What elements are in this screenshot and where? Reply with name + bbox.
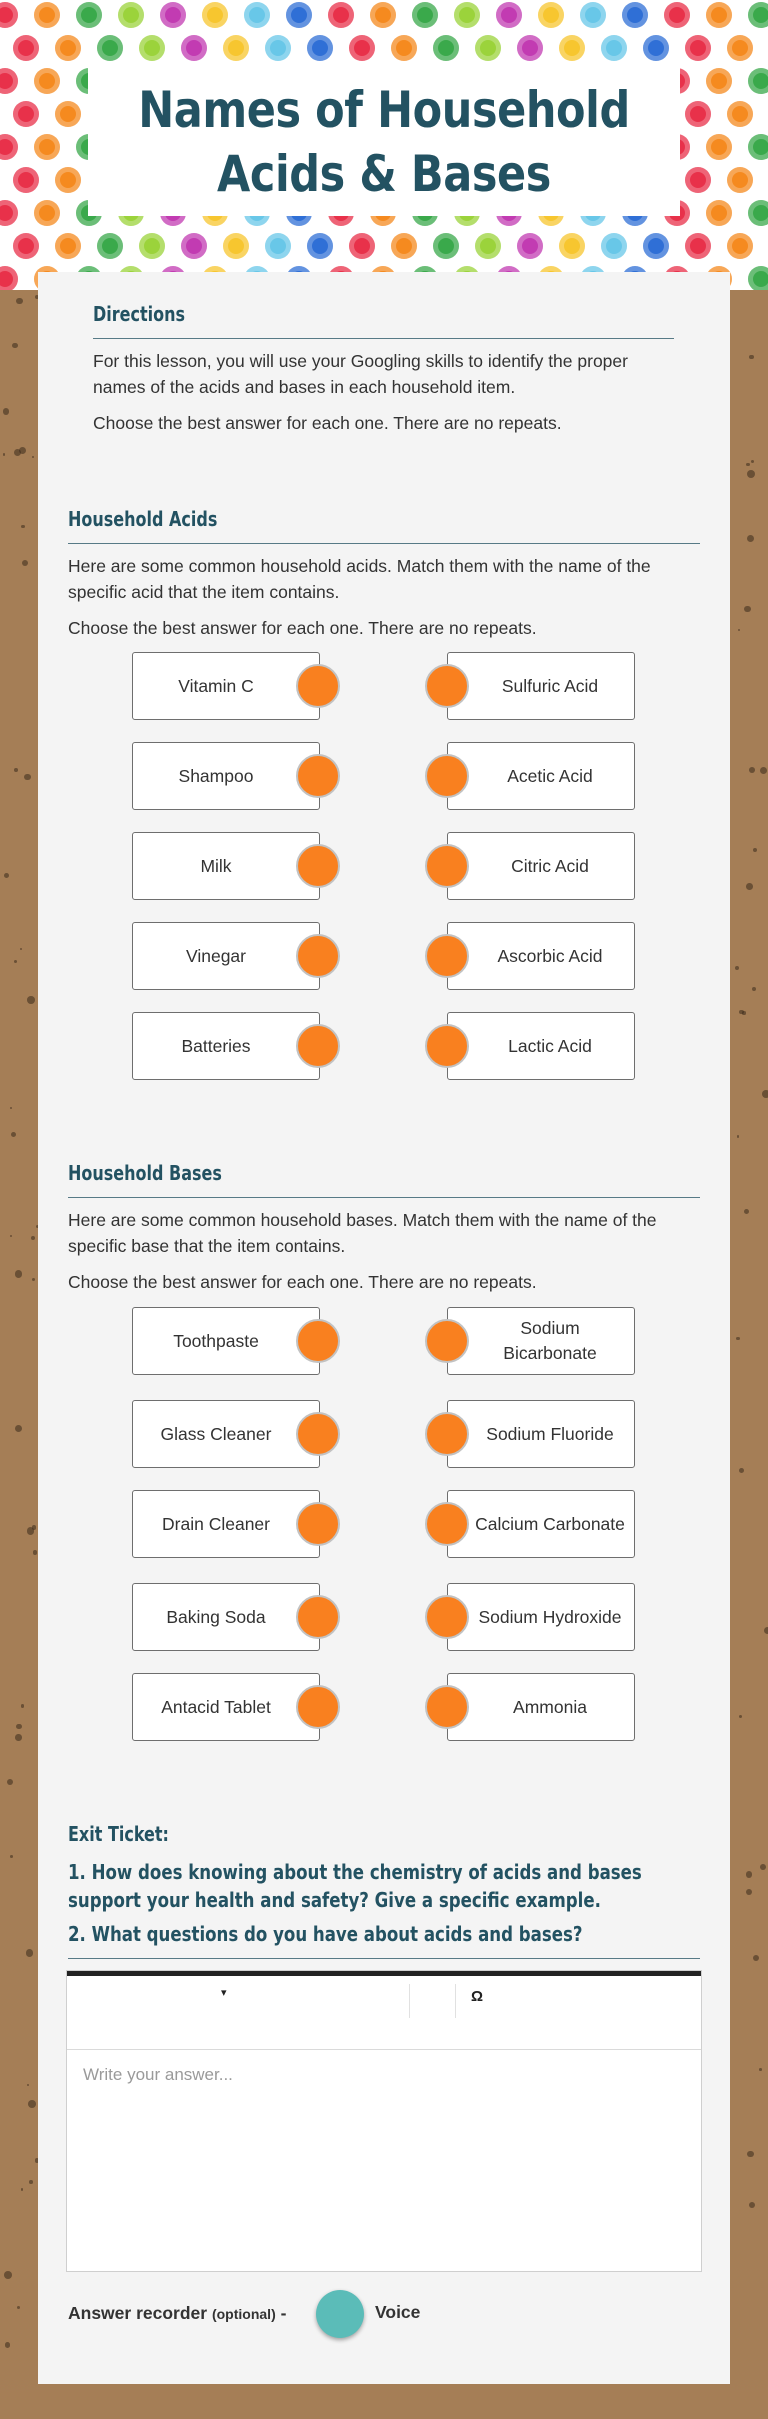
speckle [742, 1011, 745, 1014]
decorative-dot [643, 35, 669, 61]
decorative-dot [475, 35, 501, 61]
speckle [751, 460, 754, 463]
decorative-dot [13, 101, 39, 127]
speckle [22, 560, 28, 566]
decorative-dot [727, 167, 753, 193]
decorative-dot [265, 35, 291, 61]
speckle [10, 1855, 13, 1858]
decorative-dot [328, 2, 354, 28]
speckle [15, 1425, 22, 1432]
decorative-dot [55, 35, 81, 61]
decorative-dot [727, 233, 753, 259]
decorative-dot [664, 2, 690, 28]
decorative-dot [97, 233, 123, 259]
connector-knob[interactable] [296, 1319, 340, 1363]
exit-ticket-heading: Exit Ticket: [68, 1822, 169, 1846]
speckle [27, 996, 35, 1004]
speckle [5, 2342, 10, 2347]
decorative-dot [55, 101, 81, 127]
acids-item-card[interactable]: Shampoo [132, 742, 320, 810]
bases-heading: Household Bases [68, 1161, 222, 1185]
speckle [20, 948, 22, 950]
acids-heading: Household Acids [68, 507, 218, 531]
answer-recorder-label [68, 2303, 286, 2324]
decorative-dot [454, 2, 480, 28]
decorative-dot [391, 233, 417, 259]
speckle [4, 873, 9, 878]
speckle [747, 535, 754, 542]
speckle [27, 1527, 35, 1535]
recorder-label-text: Answer recorder [68, 2303, 208, 2323]
speckle [744, 606, 751, 613]
decorative-dot [307, 35, 333, 61]
speckle [738, 629, 740, 631]
decorative-dot [13, 167, 39, 193]
speckle [764, 1627, 768, 1634]
speckle [739, 1715, 742, 1718]
directions-rule [93, 338, 674, 339]
acids-item-card[interactable]: Batteries [132, 1012, 320, 1080]
connector-knob[interactable] [425, 1502, 469, 1546]
speckle [747, 470, 755, 478]
connector-knob[interactable] [296, 1685, 340, 1729]
acids-answer-card[interactable]: Ascorbic Acid [447, 922, 635, 990]
decorative-dot [34, 2, 60, 28]
decorative-dot [706, 200, 732, 226]
speckle [739, 1468, 744, 1473]
exit-rule [68, 1958, 700, 1959]
speckle [760, 767, 767, 774]
decorative-dot [370, 2, 396, 28]
page-title: Names of Household Acids & Bases [138, 81, 630, 203]
special-character-icon[interactable]: Ω [471, 1988, 484, 2005]
decorative-dot [0, 134, 18, 160]
speckle [31, 1236, 36, 1241]
exit-question-2: 2. What questions do you have about acids and bases? [68, 1922, 583, 1946]
speckle [29, 2180, 33, 2184]
decorative-dot [643, 233, 669, 259]
toolbar-separator [409, 1984, 410, 2018]
speckle [27, 2084, 29, 2086]
speckle [3, 453, 5, 455]
connector-knob[interactable] [296, 844, 340, 888]
speckle [760, 1864, 766, 1870]
decorative-dot [433, 233, 459, 259]
decorative-dot [685, 167, 711, 193]
decorative-dot [706, 134, 732, 160]
decorative-dot [685, 233, 711, 259]
decorative-dot [475, 233, 501, 259]
speckle [746, 1889, 752, 1895]
bases-text-1: Here are some common household bases. Match them with the name of the specific base that the item contains. [68, 1210, 657, 1256]
acids-answer-card[interactable]: Sulfuric Acid [447, 652, 635, 720]
directions-text-2: Choose the best answer for each one. There are no repeats. [93, 413, 562, 433]
decorative-dot [244, 2, 270, 28]
header-banner [0, 0, 768, 290]
decorative-dot [412, 2, 438, 28]
connector-knob[interactable] [425, 1319, 469, 1363]
decorative-dot [0, 200, 18, 226]
bases-answer-card[interactable]: Ammonia [447, 1673, 635, 1741]
decorative-dot [55, 167, 81, 193]
bases-item-card[interactable]: Glass Cleaner [132, 1400, 320, 1468]
speckle [3, 408, 9, 414]
directions-heading: Directions [93, 302, 186, 326]
decorative-dot [391, 35, 417, 61]
directions-text-1: For this lesson, you will use your Googling skills to identify the proper names of the acids and bases in each household item. [93, 351, 628, 397]
decorative-dot [685, 101, 711, 127]
bases-item-card[interactable]: Antacid Tablet [132, 1673, 320, 1741]
connector-knob[interactable] [425, 1595, 469, 1639]
recorder-optional-text: (optional) [211, 2306, 276, 2322]
decorative-dot [76, 2, 102, 28]
decorative-dot [349, 35, 375, 61]
acids-item-card[interactable]: Vitamin C [132, 652, 320, 720]
speckle [747, 2151, 753, 2157]
voice-label: Voice [375, 2302, 421, 2322]
decorative-dot [223, 233, 249, 259]
answer-editor [66, 1970, 702, 2272]
decorative-dot [706, 2, 732, 28]
connector-knob[interactable] [425, 844, 469, 888]
speckle [749, 2202, 755, 2208]
decorative-dot [13, 35, 39, 61]
speckle [752, 987, 756, 991]
bases-item-card[interactable]: Toothpaste [132, 1307, 320, 1375]
speckle [746, 463, 749, 466]
speckle [744, 1209, 749, 1214]
bases-answer-card[interactable]: Calcium Carbonate [447, 1490, 635, 1558]
connector-knob[interactable] [425, 1024, 469, 1068]
speckle [21, 2188, 24, 2191]
connector-knob[interactable] [296, 1412, 340, 1456]
speckle [32, 1278, 35, 1281]
connector-knob[interactable] [425, 1685, 469, 1729]
connector-knob[interactable] [296, 1502, 340, 1546]
decorative-dot [748, 200, 768, 226]
speckle [7, 1779, 13, 1785]
decorative-dot [748, 134, 768, 160]
toolbar-separator [455, 1984, 456, 2018]
decorative-dot [0, 68, 18, 94]
connector-knob[interactable] [425, 934, 469, 978]
acids-answer-card[interactable]: Citric Acid [447, 832, 635, 900]
speckle [16, 298, 23, 305]
speckle [753, 1955, 759, 1961]
decorative-dot [601, 233, 627, 259]
decorative-dot [559, 233, 585, 259]
decorative-dot [748, 266, 768, 290]
speckle [14, 960, 17, 963]
decorative-dot [538, 2, 564, 28]
decorative-dot [55, 233, 81, 259]
speckle [26, 1949, 33, 1956]
decorative-dot [601, 35, 627, 61]
connector-knob[interactable] [425, 664, 469, 708]
speckle [11, 1132, 16, 1137]
decorative-dot [34, 200, 60, 226]
speckle [749, 767, 755, 773]
decorative-dot [139, 35, 165, 61]
speckle [10, 1107, 12, 1109]
decorative-dot [265, 233, 291, 259]
decorative-dot [580, 2, 606, 28]
decorative-dot [97, 35, 123, 61]
bases-answer-card[interactable]: Sodium Fluoride [447, 1400, 635, 1468]
speckle [21, 525, 24, 528]
answer-input[interactable] [67, 2051, 701, 2271]
decorative-dot [349, 233, 375, 259]
speckle [736, 1337, 739, 1340]
decorative-dot [433, 35, 459, 61]
acids-text-2: Choose the best answer for each one. There are no repeats. [68, 618, 537, 638]
speckle [16, 1724, 22, 1730]
decorative-dot [139, 233, 165, 259]
decorative-dot [202, 2, 228, 28]
bases-text-2: Choose the best answer for each one. There are no repeats. [68, 1272, 537, 1292]
acids-text-1: Here are some common household acids. Match them with the name of the specific acid that the item contains. [68, 556, 651, 602]
decorative-dot [748, 68, 768, 94]
decorative-dot [559, 35, 585, 61]
acids-item-card[interactable]: Vinegar [132, 922, 320, 990]
speckle [14, 768, 18, 772]
recorder-dash: - [275, 2303, 287, 2323]
decorative-dot [685, 35, 711, 61]
decorative-dot [622, 2, 648, 28]
decorative-dot [286, 2, 312, 28]
bases-item-card[interactable]: Drain Cleaner [132, 1490, 320, 1558]
decorative-dot [118, 2, 144, 28]
connector-knob[interactable] [296, 754, 340, 798]
bases-item-card[interactable]: Baking Soda [132, 1583, 320, 1651]
speckle [14, 449, 22, 457]
decorative-dot [0, 2, 18, 28]
decorative-dot [181, 35, 207, 61]
decorative-dot [223, 35, 249, 61]
exit-question-1: 1. How does knowing about the chemistry of acids and bases support your health and safety? Give a specific example. [68, 1860, 642, 1912]
decorative-dot [748, 2, 768, 28]
decorative-dot [727, 35, 753, 61]
speckle [753, 848, 757, 852]
decorative-dot [0, 266, 18, 290]
decorative-dot [727, 101, 753, 127]
acids-rule [68, 543, 700, 544]
format-dropdown-icon[interactable]: ▾ [221, 1987, 227, 1999]
speckle [17, 2306, 20, 2309]
decorative-dot [496, 2, 522, 28]
speckle [4, 2271, 12, 2279]
bases-rule [68, 1197, 700, 1198]
connector-knob[interactable] [296, 1595, 340, 1639]
speckle [15, 1734, 21, 1740]
speckle [15, 1270, 23, 1278]
title-card [88, 68, 680, 216]
speckle [21, 1704, 25, 1708]
speckle [28, 2100, 36, 2108]
bases-answer-card[interactable]: Sodium Bicarbonate [447, 1307, 635, 1375]
speckle [746, 1871, 753, 1878]
decorative-dot [160, 2, 186, 28]
speckle [737, 1135, 740, 1138]
speckle [12, 343, 18, 349]
acids-answer-card[interactable]: Lactic Acid [447, 1012, 635, 1080]
speckle [735, 966, 739, 970]
decorative-dot [13, 233, 39, 259]
acids-item-card[interactable]: Milk [132, 832, 320, 900]
speckle [749, 355, 753, 359]
decorative-dot [706, 68, 732, 94]
speckle [762, 1090, 768, 1098]
connector-knob[interactable] [296, 934, 340, 978]
acids-answer-card[interactable]: Acetic Acid [447, 742, 635, 810]
connector-knob[interactable] [296, 664, 340, 708]
decorative-dot [517, 233, 543, 259]
editor-toolbar [67, 1976, 701, 2050]
speckle [33, 1550, 37, 1554]
bases-answer-card[interactable]: Sodium Hydroxide [447, 1583, 635, 1651]
decorative-dot [34, 134, 60, 160]
voice-record-button[interactable] [316, 2290, 364, 2338]
connector-knob[interactable] [425, 754, 469, 798]
decorative-dot [181, 233, 207, 259]
connector-knob[interactable] [296, 1024, 340, 1068]
speckle [10, 1235, 13, 1238]
decorative-dot [517, 35, 543, 61]
decorative-dot [307, 233, 333, 259]
speckle [759, 2068, 762, 2071]
speckle [746, 883, 753, 890]
speckle [32, 456, 34, 458]
connector-knob[interactable] [425, 1412, 469, 1456]
speckle [24, 774, 30, 780]
decorative-dot [34, 68, 60, 94]
